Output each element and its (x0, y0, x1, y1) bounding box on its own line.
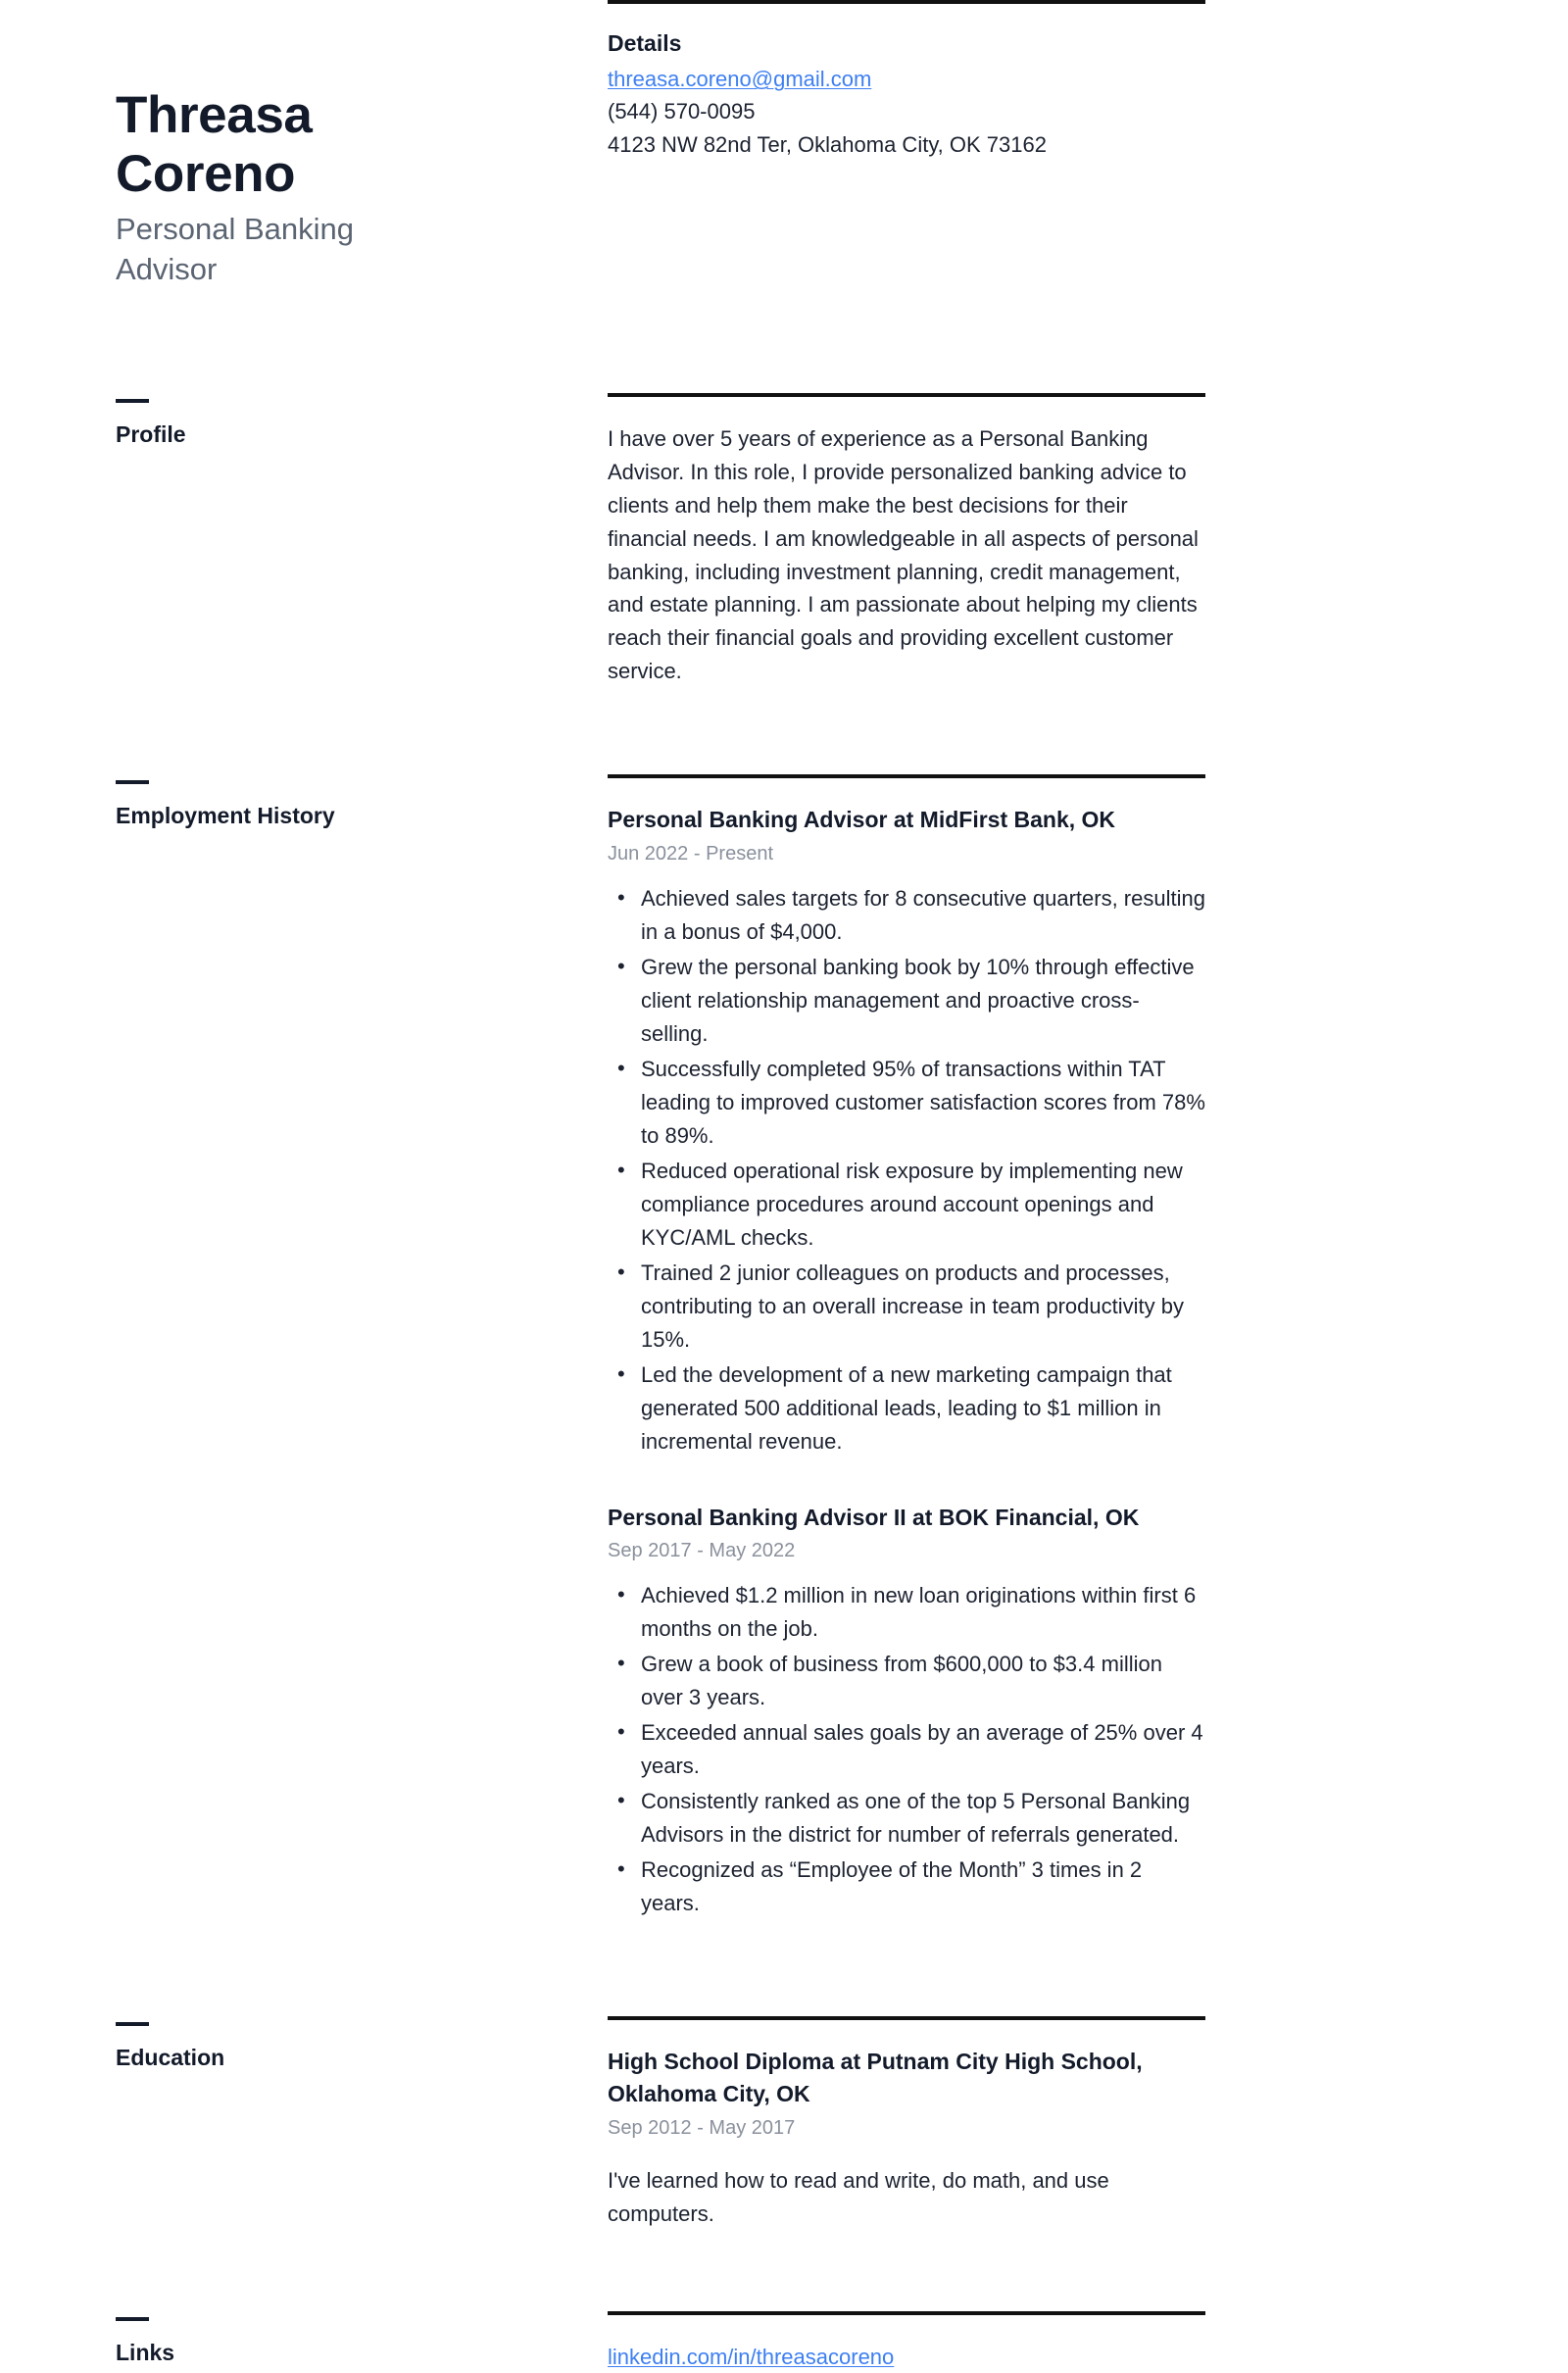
details-heading: Details (608, 30, 682, 56)
section-rule (608, 2311, 1205, 2315)
sidebar-dash (116, 2317, 149, 2321)
education-entry-description: I've learned how to read and write, do math, and use computers. (608, 2167, 1109, 2226)
list-item: • Trained 2 junior colleagues on products and processes, contributing to an overall increase in team productivity by 15%. (641, 1257, 1205, 1357)
employment-entry-bullets (608, 882, 1205, 1458)
education-sidebar (0, 2016, 426, 2073)
employment-entry-bullets (608, 1579, 1205, 1920)
links-list (608, 2341, 1205, 2373)
section-rule (608, 774, 1205, 778)
details-block (426, 0, 1568, 161)
education-entry (608, 2046, 1205, 2230)
employment-entry (608, 804, 1205, 1458)
section-rule (608, 0, 1205, 4)
education-entry-title: High School Diploma at Putnam City High School, Oklahoma City, OK (608, 2049, 1143, 2106)
section-rule (608, 393, 1205, 397)
list-item: • Exceeded annual sales goals by an average of 25% over 4 years. (641, 1716, 1205, 1783)
profile-content (426, 393, 1568, 689)
links-sidebar (0, 2311, 426, 2368)
links-section (0, 2311, 1568, 2373)
list-item: • Grew a book of business from $600,000 to $3.4 million over 3 years. (641, 1648, 1205, 1714)
list-item: • Consistently ranked as one of the top 5 Personal Banking Advisors in the district for number of referrals generated. (641, 1785, 1205, 1852)
employment-content (426, 774, 1568, 1922)
profile-section (0, 393, 1568, 689)
employment-entry-title: Personal Banking Advisor II at BOK Financial, OK (608, 1504, 1140, 1530)
list-item: • Achieved $1.2 million in new loan originations within first 6 months on the job. (641, 1579, 1205, 1646)
links-heading: Links (116, 2339, 175, 2365)
employment-heading: Employment History (116, 803, 335, 829)
details-address: 4123 NW 82nd Ter, Oklahoma City, OK 73162 (608, 131, 1047, 157)
employment-entry (608, 1502, 1205, 1921)
page-title: Threasa Coreno (116, 86, 313, 203)
details-email-line (608, 63, 1205, 95)
education-section (0, 2016, 1568, 2230)
email-link[interactable]: threasa.coreno@gmail.com (608, 66, 872, 91)
section-rule (608, 2016, 1205, 2020)
employment-sidebar (0, 774, 426, 831)
profile-heading: Profile (116, 420, 186, 447)
sidebar-dash (116, 780, 149, 784)
list-item: • Successfully completed 95% of transactions within TAT leading to improved customer satisfaction scores from 78% to 89%. (641, 1053, 1205, 1153)
list-item: • Reduced operational risk exposure by implementing new compliance procedures around account openings and KYC/AML checks. (641, 1155, 1205, 1255)
sidebar-dash (116, 399, 149, 403)
header-job-title: Personal Banking Advisor (116, 211, 354, 286)
education-heading: Education (116, 2045, 225, 2071)
profile-sidebar (0, 393, 426, 450)
list-item: • Led the development of a new marketing campaign that generated 500 additional leads, leading to $1 million in incremental revenue. (641, 1359, 1205, 1458)
list-item: • Grew the personal banking book by 10% through effective client relationship management and proactive cross-selling. (641, 951, 1205, 1051)
list-item: • Achieved sales targets for 8 consecutive quarters, resulting in a bonus of $4,000. (641, 882, 1205, 949)
header-identity (0, 0, 426, 290)
links-content (426, 2311, 1568, 2373)
list-item: • Recognized as “Employee of the Month” 3 times in 2 years. (641, 1854, 1205, 1920)
sidebar-dash (116, 2022, 149, 2026)
employment-entry-date: Jun 2022 - Present (608, 843, 773, 865)
linkedin-link[interactable]: linkedin.com/in/threasacoreno (608, 2344, 895, 2369)
employment-entry-title: Personal Banking Advisor at MidFirst Bank, OK (608, 807, 1116, 833)
education-entry-date: Sep 2012 - May 2017 (608, 2116, 796, 2139)
profile-text: I have over 5 years of experience as a Personal Banking Advisor. In this role, I provide personalized banking advice to clients and help them make the best decisions for their financial needs. I am knowledgeable in all aspects of personal banking, including investment planning, credit management, and estate planning. I am passionate about helping my clients reach their financial goals and providing excellent customer service. (608, 425, 1199, 684)
details-phone: (544) 570-0095 (608, 99, 756, 124)
employment-section (0, 774, 1568, 1922)
employment-entry-date: Sep 2017 - May 2022 (608, 1540, 796, 1562)
education-content (426, 2016, 1568, 2230)
header-section (0, 0, 1568, 290)
